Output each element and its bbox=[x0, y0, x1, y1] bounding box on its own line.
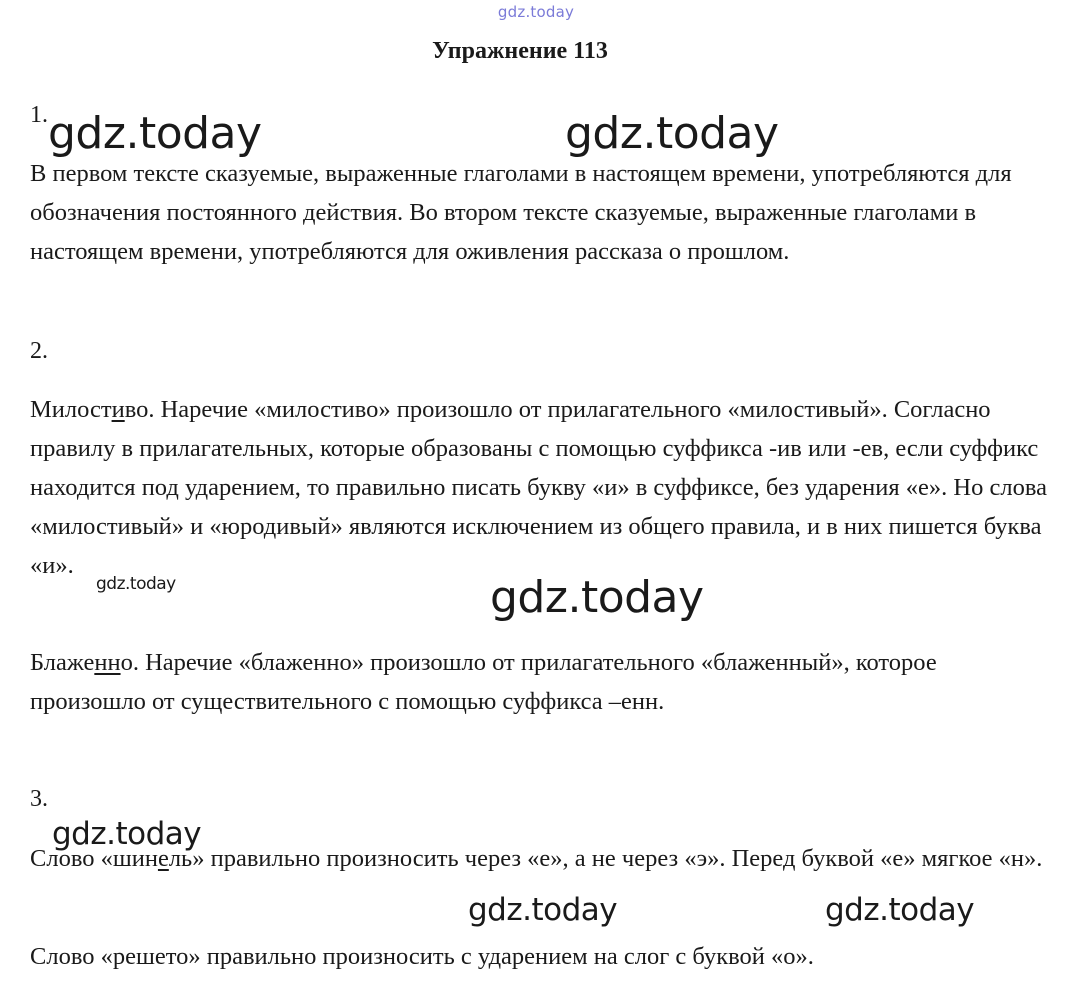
section-2-p2-word-a: Блаже bbox=[30, 649, 95, 676]
section-3-underlined-letter: е bbox=[157, 845, 169, 872]
watermark-logo: gdz.today bbox=[52, 816, 202, 852]
section-2-word-a: Милост bbox=[30, 396, 112, 423]
section-2-underlined-letter: и bbox=[111, 396, 125, 423]
section-3-paragraph-2: Слово «решето» правильно произносить с ударением на слог с буквой «о». bbox=[30, 943, 814, 970]
watermark-logo: gdz.today bbox=[825, 892, 975, 928]
watermark-logo: gdz.today bbox=[565, 108, 779, 159]
section-3-number: 3. bbox=[30, 786, 48, 812]
watermark-logo: gdz.today bbox=[490, 572, 704, 623]
section-2-word-b: во bbox=[124, 396, 149, 423]
section-1-number: 1. bbox=[30, 102, 48, 128]
section-2-paragraph-2-text: . Наречие «блаженно» произошло от прилагательного «блаженный», которое произошло от существительного с помощью суффикса –енн. bbox=[30, 649, 937, 715]
page-title: Упражнение 113 bbox=[432, 38, 608, 64]
section-3-paragraph-1-text: ль» правильно произносить через «е», а не через «э». Перед буквой «е» мягкое «н». bbox=[168, 845, 1043, 872]
header-watermark: gdz.today bbox=[497, 3, 575, 21]
section-2-paragraph-2 bbox=[30, 643, 1050, 721]
section-3-word-a: Слово «шин bbox=[30, 845, 158, 872]
watermark-logo: gdz.today bbox=[96, 574, 176, 594]
section-2-p2-word-b: о bbox=[120, 649, 133, 676]
watermark-logo: gdz.today bbox=[48, 108, 262, 159]
section-1-paragraph: В первом тексте сказуемые, выраженные глаголами в настоящем времени, употребляются для обозначения постоянного действия. Во втором тексте сказуемые, выраженные глаголами в настоящем времени, употребляются для оживления рассказа о прошлом. bbox=[30, 160, 1012, 265]
section-2-paragraph-1 bbox=[30, 390, 1050, 585]
watermark-logo: gdz.today bbox=[468, 892, 618, 928]
section-2-p2-underlined-letters: нн bbox=[94, 649, 121, 676]
section-2-paragraph-1-text: . Наречие «милостиво» произошло от прилагательного «милостивый». Согласно правилу в прилагательных, которые образованы с помощью суффикса -ив или -ев, если суффикс находится под ударением, то правильно писать букву «и» в суффиксе, без ударения «е». Но слова «милостивый» и «юродивый» являются исключением из общего правила, и в них пишется буква «и». bbox=[30, 396, 1047, 579]
section-2-number: 2. bbox=[30, 338, 48, 364]
